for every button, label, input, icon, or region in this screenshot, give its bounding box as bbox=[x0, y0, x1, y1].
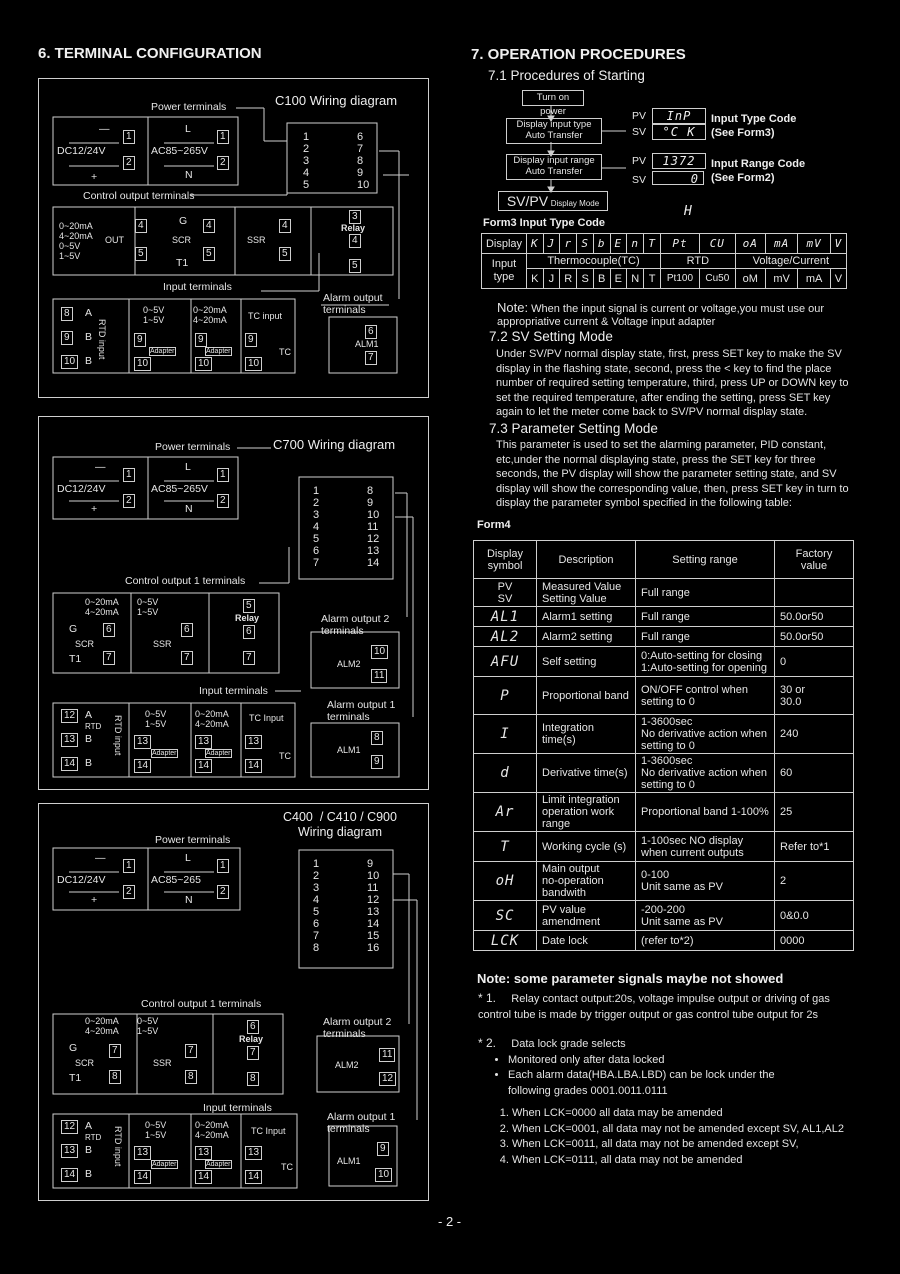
table-cell: LCK bbox=[474, 931, 537, 951]
bullet-2: • Each alarm data(HBA.LBA.LBD) can be lock under the following grades 0001.0011.0111 bbox=[508, 1068, 838, 1099]
table-cell: 2 bbox=[775, 862, 854, 901]
table-cell: SC bbox=[474, 901, 537, 931]
c100-ssr-label: SSR bbox=[247, 235, 266, 245]
input-range-code-note: Input Range Code (See Form2) bbox=[711, 158, 806, 184]
c100-dc-label: DC12/24V bbox=[57, 145, 106, 157]
table-cell: T bbox=[474, 832, 537, 862]
startup-flow-arrows bbox=[490, 88, 690, 208]
stray-h-glyph: H bbox=[684, 204, 693, 219]
c100-scr-label: SCR bbox=[172, 235, 192, 245]
table-cell: Proportional band bbox=[537, 677, 636, 715]
c700-dc-label: DC12/24V bbox=[57, 483, 106, 495]
c400-ctrl-label: Control output 1 terminals bbox=[141, 998, 262, 1010]
footnote-2: * 2. Data lock grade selects • Monitored only after data locked • Each alarm data(HBA.LBA.LBD) can be lock under the following grades 0001.0011.0111 bbox=[478, 1036, 838, 1099]
c400-alarm2-label: Alarm output 2 terminals bbox=[323, 1016, 392, 1040]
table-cell: 0:Auto-setting for closing 1:Auto-setting for opening bbox=[636, 647, 775, 677]
lcd-pv-inp: InP bbox=[652, 108, 706, 124]
table-row bbox=[474, 862, 854, 901]
c100-N: N bbox=[185, 169, 193, 181]
table-cell: Working cycle (s) bbox=[537, 832, 636, 862]
table-cell: Self setting bbox=[537, 647, 636, 677]
list-item: 2. When LCK=0001, all data may not be amended except SV, AL1,AL2 bbox=[512, 1122, 872, 1138]
table-row bbox=[474, 579, 854, 607]
lcd-pv-1372: 1372 bbox=[652, 153, 706, 169]
c100-term-4b: 4 bbox=[203, 219, 215, 233]
table-row bbox=[474, 901, 854, 931]
c700-pins-left: 1 2 3 4 5 6 7 bbox=[313, 485, 320, 569]
table-cell: 1-3600sec No derivative action when setting to 0 bbox=[636, 715, 775, 754]
turn-on-power-box: Turn on power bbox=[522, 90, 584, 106]
c400-dc-label: DC12/24V bbox=[57, 874, 106, 886]
list-item: 3. When LCK=0011, all data may not be amended except SV, bbox=[512, 1137, 872, 1153]
c100-v-range: 0~5V 1~5V bbox=[143, 305, 165, 325]
table-cell: Integration time(s) bbox=[537, 715, 636, 754]
c700-wiring-panel: C700 Wiring diagram Power terminals — + DC12/24V AC85~265V L N 1 2 1 2 1 2 3 4 5 6 7 8 9 10 11 12 13 14 Control output 1 terminals 0~20mA 4~20mA 0~5V 1~5V G SCR T1 6 7 SSR 6 7 5 Relay 6 7 Alarm output 2 terminals 10 ALM2 11 Input terminals Alarm output 1 terminals 12 13 14 A B B RTD RTD input 0~5V 1~5V 0~20mA 4~20mA TC Input 13 14 13 14 13 14 Adapter Adapter TC 8 ALM1 9 bbox=[38, 416, 429, 790]
table-cell: Alarm1 setting bbox=[537, 607, 636, 627]
section-6-title: 6. TERMINAL CONFIGURATION bbox=[38, 45, 262, 62]
display-input-type-box: Display input type Auto Transfer bbox=[506, 118, 602, 144]
c100-input-label: Input terminals bbox=[163, 281, 232, 293]
table-row bbox=[474, 607, 854, 627]
table-cell: oH bbox=[474, 862, 537, 901]
table-cell: 30 or 30.0 bbox=[775, 677, 854, 715]
table-cell: Derivative time(s) bbox=[537, 754, 636, 793]
table-cell: Full range bbox=[636, 579, 775, 607]
c700-input-label: Input terminals bbox=[199, 685, 268, 697]
table-cell: Alarm2 setting bbox=[537, 627, 636, 647]
list-item: 4. When LCK=0111, all data may not be amended bbox=[512, 1153, 872, 1169]
c400-ac-label: AC85~265 bbox=[151, 874, 201, 886]
table-cell: PV value amendment bbox=[537, 901, 636, 931]
c100-out-label: OUT bbox=[105, 235, 124, 245]
table-cell: Date lock bbox=[537, 931, 636, 951]
section-7-title: 7. OPERATION PROCEDURES bbox=[471, 46, 686, 63]
c700-power-label: Power terminals bbox=[155, 441, 231, 453]
table-cell: 0000 bbox=[775, 931, 854, 951]
table-cell bbox=[775, 579, 854, 607]
c700-alarm2-label: Alarm output 2 terminals bbox=[321, 613, 390, 637]
table-row bbox=[474, 715, 854, 754]
table-cell: ON/OFF control when setting to 0 bbox=[636, 677, 775, 715]
c100-term-4d: 4 bbox=[349, 234, 361, 248]
table-row bbox=[474, 793, 854, 832]
c100-g-label: G bbox=[179, 215, 188, 227]
list-item: 1. When LCK=0000 all data may be amended bbox=[512, 1106, 872, 1122]
note-params: Note: some parameter signals maybe not showed bbox=[477, 971, 784, 986]
c100-tc-input-label: TC input bbox=[248, 311, 283, 321]
table-cell: P bbox=[474, 677, 537, 715]
c100-term-4a: 4 bbox=[135, 219, 147, 233]
table-cell: 50.0or50 bbox=[775, 627, 854, 647]
c400-input-label: Input terminals bbox=[203, 1102, 272, 1114]
svpv-display-mode-box: SV/PV Display Mode bbox=[498, 191, 608, 211]
table-cell: -200-200 Unit same as PV bbox=[636, 901, 775, 931]
c100-adapter-2: Adapter bbox=[206, 348, 231, 355]
c100-pins-left: 1 2 3 4 5 bbox=[303, 131, 310, 191]
table-cell: 0-100 Unit same as PV bbox=[636, 862, 775, 901]
c100-adapter-1: Adapter bbox=[150, 348, 175, 355]
c100-term-5c: 5 bbox=[279, 247, 291, 261]
section-7-2-title: 7.2 SV Setting Mode bbox=[489, 329, 613, 344]
c100-term-5a: 5 bbox=[135, 247, 147, 261]
table-cell: Full range bbox=[636, 607, 775, 627]
c700-ctrl-label: Control output 1 terminals bbox=[125, 575, 246, 587]
c100-L: L bbox=[185, 123, 191, 135]
input-type-code-note: Input Type Code (See Form3) bbox=[711, 113, 797, 139]
form4-label: Form4 bbox=[477, 519, 511, 531]
form3-table: Display K J r S b E n T Pt CU oA mA mV V Input type Thermocouple(TC) RTD Voltage/Current K J R S B E N T Pt100 Cu50 oM mV mA V bbox=[481, 233, 847, 289]
c100-term-8: 8 bbox=[61, 307, 73, 321]
table-cell: Proportional band 1-100% bbox=[636, 793, 775, 832]
table-cell: AFU bbox=[474, 647, 537, 677]
section-7-1-title: 7.1 Procedures of Starting bbox=[488, 68, 645, 83]
table-row bbox=[474, 754, 854, 793]
c100-term-5b: 5 bbox=[203, 247, 215, 261]
table-row bbox=[474, 627, 854, 647]
c100-term-5d: 5 bbox=[349, 259, 361, 273]
c400-power-label: Power terminals bbox=[155, 834, 231, 846]
table-cell: (refer to*2) bbox=[636, 931, 775, 951]
c100-analog-ranges: 0~20mA 4~20mA 0~5V 1~5V bbox=[59, 221, 93, 261]
table-cell: Ar bbox=[474, 793, 537, 832]
lck-list bbox=[490, 1106, 872, 1168]
table-cell: Measured Value Setting Value bbox=[537, 579, 636, 607]
table-row bbox=[474, 677, 854, 715]
footnote-1: * 1. Relay contact output:20s, voltage impulse output or driving of gas control tube is made by trigger output or gas control tube output for 2s bbox=[478, 991, 830, 1021]
c100-power-label: Power terminals bbox=[151, 101, 227, 113]
c100-term-2a: 2 bbox=[123, 156, 135, 170]
table-cell: 1-100sec NO display when current outputs bbox=[636, 832, 775, 862]
table-cell: 1-3600sec No derivative action when setting to 0 bbox=[636, 754, 775, 793]
c100-title: C100 Wiring diagram bbox=[275, 93, 398, 108]
form3-note: Note: When the input signal is current or voltage,you must use our appropriative current & Voltage input adapter bbox=[497, 300, 825, 328]
table-cell: d bbox=[474, 754, 537, 793]
table-cell: 50.0or50 bbox=[775, 607, 854, 627]
table-cell: AL1 bbox=[474, 607, 537, 627]
lcd-sv-0: 0 bbox=[652, 171, 704, 185]
c100-ac-label: AC85~265V bbox=[151, 145, 208, 157]
table-row bbox=[474, 647, 854, 677]
c100-dc-plus: + bbox=[91, 171, 98, 183]
section-7-2-text: Under SV/PV normal display state, first, press SET key to make the SV display in the flashing state, second, press the < key to find the place number of required setting temperature, third, press UP or DOWN key to set the required temperature, after ending the setting, press SET key again to let the meter come back to SV/PV normal display state. bbox=[496, 348, 849, 419]
c100-tc-symbol: TC bbox=[279, 347, 291, 357]
table-cell: Refer to*1 bbox=[775, 832, 854, 862]
table-cell: 240 bbox=[775, 715, 854, 754]
c400-wiring-panel: C400 / C410 / C900 Wiring diagram Power terminals — + DC12/24V AC85~265 L N 1 2 1 2 1 2 3 4 5 6 7 8 9 10 11 12 13 14 15 16 Control output 1 terminals 0~20mA 4~20mA 0~5V 1~5V G SCR T1 7 8 SSR 7 8 6 Relay 7 8 Alarm output 2 terminals 11 ALM2 12 Input terminals Alarm output 1 terminals 12 13 14 A B B RTD RTD input 0~5V 1~5V 0~20mA 4~20mA TC Input 13 14 13 14 13 14 Adapter Adapter TC 9 ALM1 10 bbox=[38, 803, 429, 1201]
c700-ac-label: AC85~265V bbox=[151, 483, 208, 495]
c100-term-9: 9 bbox=[61, 331, 73, 345]
table-cell: Main output no-operation bandwith bbox=[537, 862, 636, 901]
c100-term-1a: 1 bbox=[123, 130, 135, 144]
bullet-1: • Monitored only after data locked bbox=[508, 1053, 838, 1069]
table-cell: PV SV bbox=[474, 579, 537, 607]
c700-pins-right: 8 9 10 11 12 13 14 bbox=[367, 485, 380, 569]
lcd-sv-ck: °C K bbox=[652, 124, 706, 140]
c100-alm1-label: ALM1 bbox=[355, 339, 379, 349]
c100-pins-right: 6 7 8 9 10 bbox=[357, 131, 370, 191]
c100-term-2b: 2 bbox=[217, 156, 229, 170]
table-row bbox=[474, 931, 854, 951]
display-input-range-box: Display input range Auto Transfer bbox=[506, 154, 602, 180]
c100-term-10: 10 bbox=[61, 355, 78, 369]
c100-relay-label: Relay bbox=[341, 223, 366, 233]
c100-alarm-label: Alarm output terminals bbox=[323, 292, 383, 316]
form4-table: Display symbol Description Setting range Factory value PV SV Measured Value Setting Value Full range AL1 Alarm1 setting Full range 50.0or50 AL2 Alarm2 setting Full range 50.0or50 AFU Self setting 0:Auto-setting for closing 1:Auto-setting for opening 0 P Proportional band ON/OFF control when setting to 0 30 or 30.0 I Integration time(s) 1-3600sec No derivative action when setting to 0 240 d Derivative time(s) 1-3600sec No derivative action when setting to 0 60 Ar Limit integration operation work range Proportional band 1-100% 25 T Working cycle (s) 1-100sec NO display when current outputs Refer to*1 oH Main output no-operation bandwith 0-100 Unit same as PV 2 SC PV value amendment -200-200 Unit same as PV 0&0.0 LCK Date lock (refer to*2) 0000 bbox=[473, 540, 854, 951]
c100-t1-label: T1 bbox=[176, 257, 189, 269]
c100-term-3d: 3 bbox=[349, 210, 361, 224]
c400-pins-left: 1 2 3 4 5 6 7 8 bbox=[313, 858, 320, 954]
c100-term-1b: 1 bbox=[217, 130, 229, 144]
c100-dc-minus: — bbox=[99, 123, 110, 135]
section-7-3-text: This parameter is used to set the alarming parameter, PID constant, etc,under the normal displaying state, press the SET key for three seconds, the PV display will show the parameter setting state, and SV display will show the corresponding value, then, press SET key in turn to display the parameter symbol specified in the following table: bbox=[496, 439, 849, 510]
c400-pins-right: 9 10 11 12 13 14 15 16 bbox=[367, 858, 380, 954]
table-cell: 25 bbox=[775, 793, 854, 832]
c400-title: C400 / C410 / C900 Wiring diagram bbox=[283, 810, 397, 839]
table-row bbox=[474, 832, 854, 862]
table-cell: 60 bbox=[775, 754, 854, 793]
section-7-3-title: 7.3 Parameter Setting Mode bbox=[489, 421, 658, 436]
table-cell: Limit integration operation work range bbox=[537, 793, 636, 832]
page-number: - 2 - bbox=[438, 1214, 462, 1229]
form3-title: Form3 Input Type Code bbox=[483, 217, 606, 229]
table-cell: I bbox=[474, 715, 537, 754]
c100-wiring-panel: C100 Wiring diagram Power terminals — + DC12/24V AC85~265V L N 1 2 1 2 1 2 3 4 5 6 7 8 9 10 Control output terminals 0~20mA 4~20mA 0~5V 1~5V OUT 4 5 G SCR T1 4 5 SSR 4 5 3 Relay 4 5 Input terminals Alarm output terminals 8 9 10 A B B RTD input 0~5V 1~5V 0~20mA 4~20mA TC input 9 10 9 10 9 10 Adapter Adapter TC 6 ALM1 7 bbox=[38, 78, 429, 398]
table-cell: Full range bbox=[636, 627, 775, 647]
c400-alarm1-label: Alarm output 1 terminals bbox=[327, 1111, 396, 1135]
table-cell: 0&0.0 bbox=[775, 901, 854, 931]
c700-title: C700 Wiring diagram bbox=[273, 437, 396, 452]
c100-ma-range: 0~20mA 4~20mA bbox=[193, 305, 227, 325]
c100-term-4c: 4 bbox=[279, 219, 291, 233]
table-cell: 0 bbox=[775, 647, 854, 677]
c100-rtd-input-label: RTD input bbox=[97, 319, 107, 360]
c700-alarm1-label: Alarm output 1 terminals bbox=[327, 699, 396, 723]
table-cell: AL2 bbox=[474, 627, 537, 647]
c100-ctrl-label: Control output terminals bbox=[83, 190, 195, 202]
